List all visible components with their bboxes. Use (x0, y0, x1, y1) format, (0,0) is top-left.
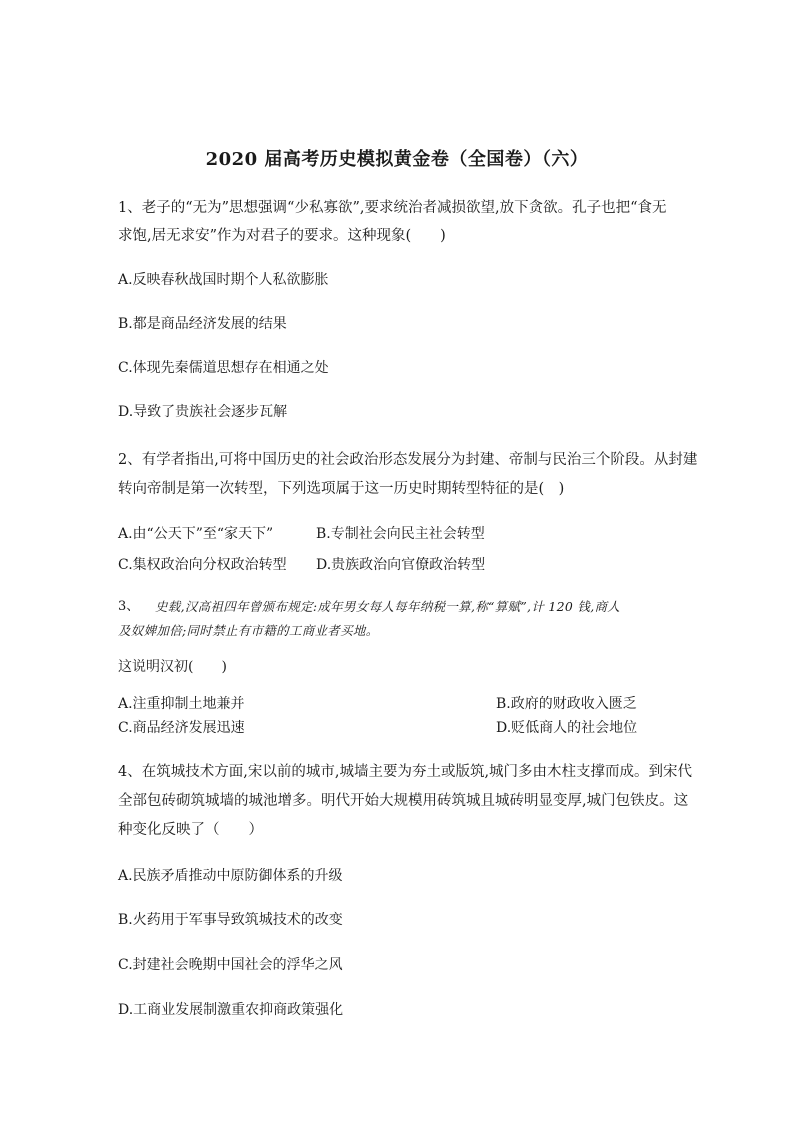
q1-option-b: B.都是商品经济发展的结果 (118, 316, 287, 332)
q4-option-a: A.民族矛盾推动中原防御体系的升级 (118, 868, 343, 884)
q1-option-d: D.导致了贵族社会逐步瓦解 (118, 404, 288, 420)
q2-option-d: D.贵族政治向官僚政治转型 (316, 557, 486, 573)
q4-option-c: C.封建社会晚期中国社会的浮华之风 (118, 957, 343, 973)
q2-option-a: A.由“公天下”至“家天下” (118, 526, 274, 542)
q3-option-b: B.政府的财政收入匮乏 (496, 696, 637, 712)
q1-option-c: C.体现先秦儒道思想存在相通之处 (118, 360, 329, 376)
q4-stem-line-1: 4、在筑城技术方面,宋以前的城市,城墙主要为夯土或版筑,城门多由木柱支撑而成。到宋代 (118, 764, 693, 780)
q2-stem-line-1: 2、有学者指出,可将中国历史的社会政治形态发展分为封建、帝制与民治三个阶段。从封建 (118, 452, 698, 468)
q1-stem-line-2: 求饱,居无求安”作为对君子的要求。这种现象( ) (118, 228, 446, 244)
q2-option-c: C.集权政治向分权政治转型 (118, 557, 287, 573)
q2-option-b: B.专制社会向民主社会转型 (316, 526, 485, 542)
q1-stem-line-1: 1、老子的“无为”思想强调“少私寡欲”,要求统治者减损欲望,放下贪欲。孔子也把“食无 (118, 200, 667, 216)
q3-stem-line-2: 及奴婢加倍;同时禁止有市籍的工商业者买地。 (118, 623, 379, 638)
q3-option-d: D.贬低商人的社会地位 (496, 720, 638, 736)
q4-stem-line-3: 种变化反映了（ ） (118, 822, 263, 838)
q3-option-a: A.注重抑制土地兼并 (118, 696, 245, 712)
q3-number: 3、 (118, 599, 140, 614)
q3-stem-line-3: 这说明汉初( ) (118, 659, 227, 675)
q4-stem-line-2: 全部包砖砌筑城墙的城池增多。明代开始大规模用砖筑城且城砖明显变厚,城门包铁皮。这 (118, 793, 689, 809)
q4-option-d: D.工商业发展制激重农抑商政策强化 (118, 1002, 344, 1018)
q2-stem-line-2: 转向帝制是第一次转型，下列选项属于这一历史时期转型特征的是( ) (118, 481, 565, 497)
page-title: 2020 届高考历史模拟黄金卷（全国卷）（六） (205, 149, 589, 170)
q1-option-a: A.反映春秋战国时期个人私欲膨胀 (118, 272, 329, 288)
q3-stem-line-1: 史载,汉高祖四年曾颁布规定:成年男女每人每年纳税一算,称“算赋”,计 120 钱,商人 (155, 599, 621, 614)
q4-option-b: B.火药用于军事导致筑城技术的改变 (118, 912, 343, 928)
q3-option-c: C.商品经济发展迅速 (118, 720, 245, 736)
